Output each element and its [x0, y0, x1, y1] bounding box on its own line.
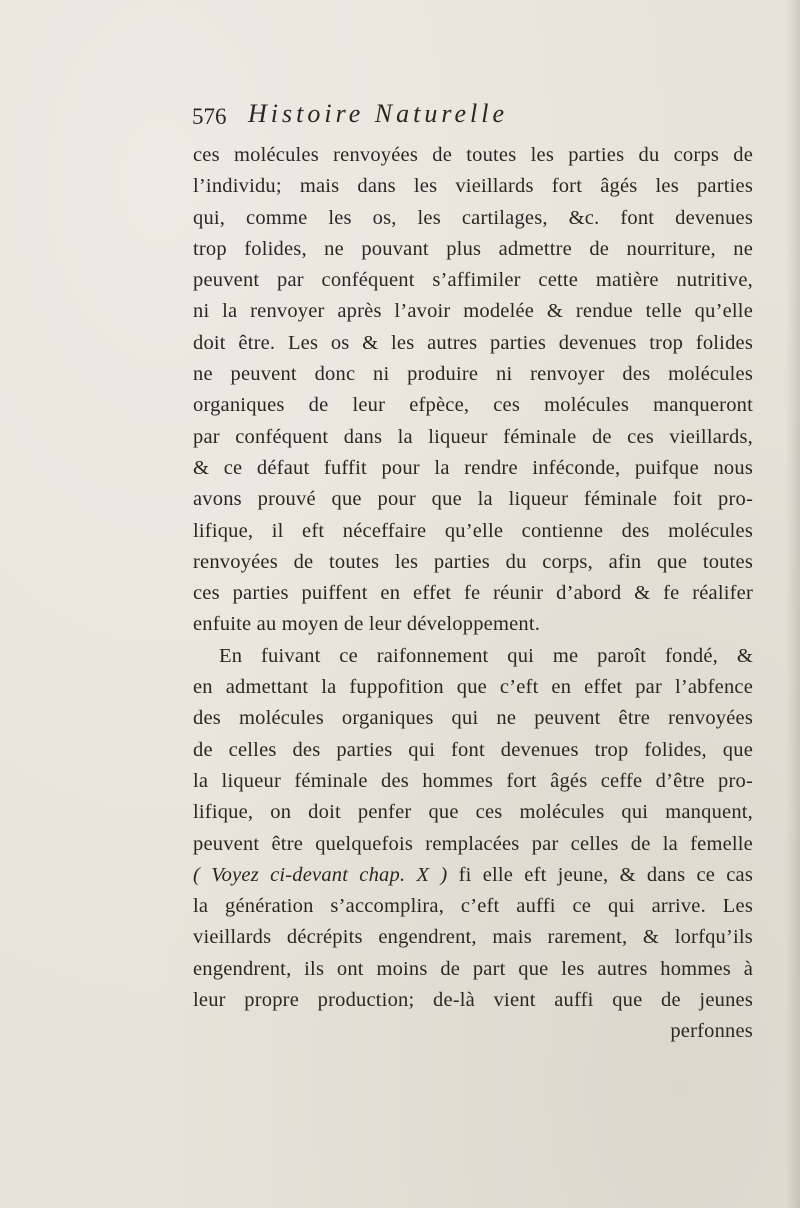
text-line: par conféquent dans la liqueur féminale de ces vieillards,	[193, 425, 753, 448]
text-line: en admettant la fuppofition que c’eft en effet par l’abfence	[193, 676, 753, 699]
text-line: la génération s’accomplira, c’eft auffi ce qui arrive. Les	[193, 895, 753, 918]
text-line: trop folides, ne pouvant plus admettre de nourriture, ne	[193, 237, 753, 260]
running-title: Histoire Naturelle	[248, 99, 509, 128]
text-line: & ce défaut fuffit pour la rendre inféconde, puifque nous	[193, 456, 753, 479]
text-line: des molécules organiques qui ne peuvent être renvoyées	[193, 707, 753, 730]
text-line: lifique, on doit penfer que ces molécules qui manquent,	[193, 801, 753, 824]
paragraph-start-line: En fuivant ce raifonnement qui me paroît fondé, &	[219, 644, 753, 667]
text-line: leur propre production; de-là vient auffi que de jeunes	[193, 989, 753, 1012]
text-line: renvoyées de toutes les parties du corps, afin que toutes	[193, 550, 753, 573]
page-number: 576	[192, 104, 227, 129]
text-line: ces parties puiffent en effet fe réunir d’abord & fe réalifer	[193, 582, 753, 605]
text-line: doit être. Les os & les autres parties devenues trop folides	[193, 331, 753, 354]
text-line: enfuite au moyen de leur développement.	[193, 613, 541, 636]
text-line-with-reference	[193, 860, 753, 891]
body-text	[193, 140, 753, 1048]
catchword: perfonnes	[670, 1020, 753, 1043]
text-line: la liqueur féminale des hommes fort âgés ceffe d’être pro-	[193, 769, 753, 792]
text-line: ni la renvoyer après l’avoir modelée & rendue telle qu’elle	[193, 300, 753, 323]
page-edge-shadow	[786, 0, 800, 1208]
text-line: qui, comme les os, les cartilages, &c. font devenues	[193, 206, 753, 229]
text-line: organiques de leur efpèce, ces molécules manqueront	[193, 394, 753, 417]
text-line: ces molécules renvoyées de toutes les parties du corps de	[193, 144, 753, 166]
text-line: peuvent par conféquent s’affimiler cette matière nutritive,	[193, 269, 753, 292]
text-line: de celles des parties qui font devenues trop folides, que	[193, 738, 753, 761]
text-line: l’individu; mais dans les vieillards fort âgés les parties	[193, 175, 753, 198]
text-line: peuvent être quelquefois remplacées par celles de la femelle	[193, 832, 753, 855]
text-line: engendrent, ils ont moins de part que les autres hommes à	[193, 957, 753, 980]
text-line: vieillards décrépits engendrent, mais rarement, & lorfqu’ils	[193, 926, 753, 949]
cross-reference: ( Voyez ci-devant chap. X )	[193, 863, 448, 886]
page-header	[192, 98, 752, 132]
line-continuation: fi elle eft jeune, & dans ce cas	[458, 863, 754, 886]
text-line: avons prouvé que pour que la liqueur féminale foit pro-	[193, 488, 753, 511]
text-line: lifique, il eft néceffaire qu’elle contienne des molécules	[193, 519, 753, 542]
text-line: ne peuvent donc ni produire ni renvoyer des molécules	[193, 363, 753, 386]
